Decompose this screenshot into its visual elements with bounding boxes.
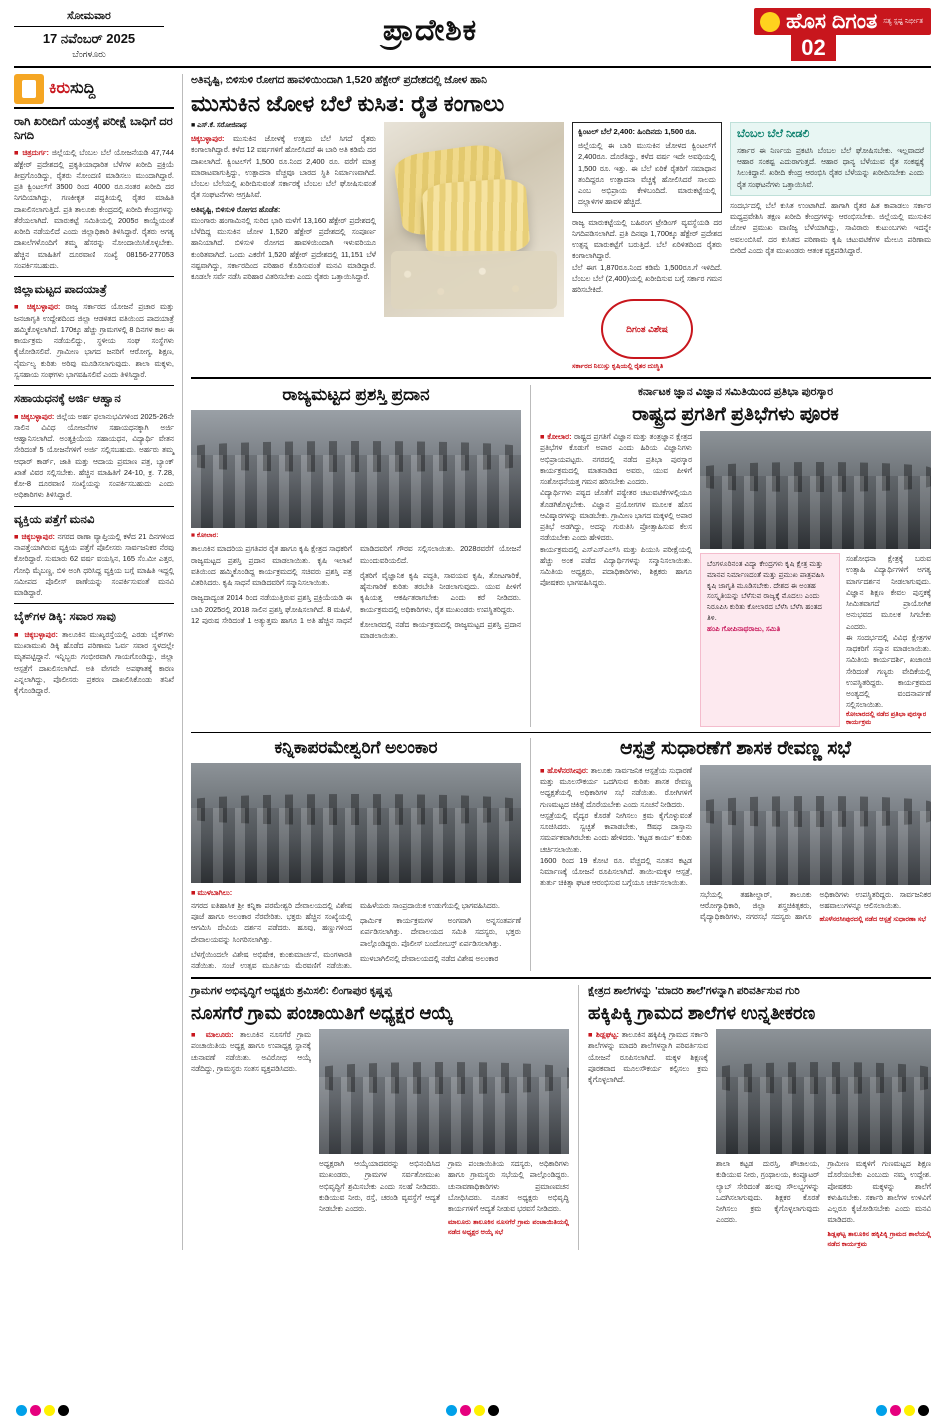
story-schools-headline: ಹಕ್ಕಿಪಿಕ್ಕಿ ಗ್ರಾಮದ ಶಾಲೆಗಳ ಉನ್ನತೀಕರಣ — [588, 1002, 816, 1023]
story-panchayat-text-3: ಗ್ರಾಮ ಪಂಚಾಯಿತಿಯ ಸದಸ್ಯರು, ಅಧಿಕಾರಿಗಳು ಹಾಗೂ ಗ್ರಾಮಸ್ಥರು ಸಭೆಯಲ್ಲಿ ಪಾಲ್ಗೊಂಡಿದ್ದರು. ಚುನಾವಣಾಧಿಕಾರಿಗಳು ಪ್ರಮಾಣವಚನ ಬೋಧಿಸಿದರು. ನೂತನ ಅಧ್ಯಕ್ಷರು ಅಭಿವೃದ್ಧಿ ಕಾರ್ಯಗಳಿಗೆ ಆದ್ಯತೆ ನೀಡುವ ಭರವಸೆ ನೀಡಿದರು. — [448, 1159, 569, 1214]
kirusuddi-item-3-lead: ಚಿಕ್ಕಬಳ್ಳಾಪುರ: — [21, 531, 55, 541]
people-row-illustration — [700, 811, 931, 885]
story-hospital-text-1: ತಾಲೂಕು ಸಾರ್ವಜನಿಕ ಆಸ್ಪತ್ರೆಯ ಸುಧಾರಣೆ ಮತ್ತು ಮೂಲಸೌಕರ್ಯ ಒದಗಿಸುವ ಕುರಿತು ಶಾಸಕ ರೇವಣ್ಣ ಅಧ್ಯಕ್ಷತೆಯಲ್ಲಿ ಅಧಿಕಾರಿಗಳ ಸಭೆ ನಡೆಯಿತು. ರೋಗಿಗಳಿಗೆ ಗುಣಮಟ್ಟದ ಚಿಕಿತ್ಸೆ ದೊರೆಯಬೇಕು ಎಂದು ಸೂಚನೆ ನೀಡಿದರು. — [540, 765, 692, 809]
story-science-text-2: ವಿದ್ಯಾರ್ಥಿಗಳು ಪಠ್ಯದ ಜೊತೆಗೆ ಪಠ್ಯೇತರ ಚಟುವಟಿಕೆಗಳಲ್ಲಿಯೂ ತೊಡಗಿಕೊಳ್ಳಬೇಕು. ವಿಜ್ಞಾನ ಪ್ರಯೋಗಗಳ ಮೂಲಕ ಹೊಸ ಆವಿಷ್ಕಾರಗಳನ್ನು ಮಾಡಬೇಕು. ಗ್ರಾಮೀಣ ಭಾಗದ ಮಕ್ಕಳಲ್ಲಿ ಅಪಾರ ಪ್ರತಿಭೆ ಅಡಗಿದ್ದು, ಅದನ್ನು ಗುರುತಿಸಿ ಪ್ರೋತ್ಸಾಹಿಸುವ ಕೆಲಸ ನಡೆಯಬೇಕು ಎಂದು ಹೇಳಿದರು. — [540, 488, 692, 543]
bullet-icon: ■ — [14, 531, 19, 541]
kirusuddi-title — [49, 80, 95, 98]
color-dot-magenta — [460, 1405, 471, 1416]
story-science — [530, 385, 931, 726]
story-panchayat-col2 — [319, 1029, 569, 1238]
lead-story-col1 — [191, 122, 376, 371]
lead-story-subhead: ಅತಿವೃಷ್ಟಿ, ಬಿಳಿಸುಳಿ ರೋಗದ ಹೊಡೆತ: — [191, 204, 281, 214]
story-science-quote-text: ಬೆಂಗಳೂರಿನಂತ ವಿದ್ಯಾ ಕೇಂದ್ರಗಳು ಕೃಷಿ ಕ್ಷೇತ್ರ ಮತ್ತು ಮಾನವ ನಿರ್ಮಾಣದಂತೆ ಮತ್ತು ಪ್ರಮುಖ ಪಾತ್ರವಹಿಸಿ ಕೃಷಿ ಜಾಗೃತಿ ಮೂಡಿಸಬೇಕು. ದೇಶದ ಈ ಅಂತಹ ಸಂಸ್ಕೃತಿಯನ್ನು ಬೆಳೆಸುವ ರಾಜ್ಯಕ್ಕೆ ಮೊದಲು ಎಂದು ನಿರೂಪಿಸಿ ಕುರಿತು ಕೋಲಾರದ ಬೆಳೆಸಿ ಬೆಳೆಸಿ ಹಂತದ ತಿಳಿ. — [707, 559, 825, 623]
story-award-text-1: ತಾಲೂಕಿನ ಮಾದರಿಯ ಪ್ರಗತಿಪರ ರೈತ ಹಾಗೂ ಕೃಷಿ ಕ್ಷೇತ್ರದ ಸಾಧಕರಿಗೆ ರಾಜ್ಯಮಟ್ಟದ ಪ್ರಶಸ್ತಿ ಪ್ರದಾನ ಮಾಡಲಾಯಿತು. ಕೃಷಿ ಇಲಾಖೆ ವತಿಯಿಂದ ಹಮ್ಮಿಕೊಂಡಿದ್ದ ಕಾರ್ಯಕ್ರಮದಲ್ಲಿ ಸಚಿವರು ಪ್ರಶಸ್ತಿ ಪತ್ರ ವಿತರಿಸಿದರು. ಕೃಷಿ ಸಾಧನೆ ಮಾಡಿದವರಿಗೆ ಸನ್ಮಾನಿಸಲಾಯಿತು. — [191, 544, 352, 588]
lead-story-headline: ಮುಸುಕಿನ ಜೋಳ ಬೆಲೆ ಕುಸಿತ: ರೈತ ಕಂಗಾಲು — [191, 91, 505, 117]
story-science-col3 — [846, 553, 931, 727]
main-content — [182, 74, 931, 1250]
story-panchayat-text-2: ಅಧ್ಯಕ್ಷರಾಗಿ ಆಯ್ಕೆಯಾದವರನ್ನು ಅಭಿನಂದಿಸಿದ ಮುಖಂಡರು, ಗ್ರಾಮಗಳ ಸರ್ವತೋಮುಖ ಅಭಿವೃದ್ಧಿಗೆ ಶ್ರಮಿಸಬೇಕು ಎಂದು ಸಲಹೆ ನೀಡಿದರು. ಕುಡಿಯುವ ನೀರು, ರಸ್ತೆ, ಚರಂಡಿ ವ್ಯವಸ್ಥೆಗೆ ಆದ್ಯತೆ ನೀಡಬೇಕು ಎಂದರು. — [319, 1159, 440, 1214]
corn-illustration-b — [421, 177, 530, 258]
kirusuddi-item-4-body — [14, 629, 174, 697]
lead-story-text-2: ಮುಂಗಾರು ಹಂಗಾಮಿನಲ್ಲಿ ಸುರಿದ ಭಾರಿ ಮಳೆಗೆ 13,160 ಹೆಕ್ಟೇರ್ ಪ್ರದೇಶದಲ್ಲಿ ಬೆಳೆದಿದ್ದ ಮುಸುಕಿನ ಜೋಳ 1,520 ಹೆಕ್ಟೇರ್ ಪ್ರದೇಶದಲ್ಲಿ ಸಂಪೂರ್ಣ ಹಾನಿಯಾಗಿದೆ. ಬಿಳಿಸುಳಿ ರೋಗದ ಹಾವಳಿಯಿಂದಾಗಿ ಇಳುವರಿಯೂ ಕುಂಠಿತವಾಗಿದೆ. ಒಂದು ಎಕರೆಗೆ 1,520 ಹೆಕ್ಟೇರ್ ಪ್ರದೇಶದಲ್ಲಿ 11,151 ಬೆಳೆ ನಷ್ಟವಾಗಿದ್ದು, ಸರ್ಕಾರದಿಂದ ಪರಿಹಾರ ಕೊಡಿಸುವಂತೆ ಮನವಿ ಮಾಡಿದ್ದಾರೆ. ಕೂಡಲೇ ಸರ್ವೆ ನಡೆಸಿ ಪರಿಹಾರ ವಿತರಿಸಬೇಕು ಎಂದು ರೈತರು ಒತ್ತಾಯಿಸಿದ್ದಾರೆ. — [191, 215, 376, 282]
lead-story-text-1: ಮುಸುಕಿನ ಜೋಳಕ್ಕೆ ಉತ್ತಮ ಬೆಲೆ ಸಿಗದೆ ರೈತರು ಕಂಗಾಲಾಗಿದ್ದಾರೆ. ಕಳೆದ 12 ವರ್ಷಗಳಿಗೆ ಹೋಲಿಸಿದರೆ ಈ ಬಾರಿ ಅತಿ ಕಡಿಮೆ ದರ ದಾಖಲಾಗಿದೆ. ಕ್ವಿಂಟಲ್‌ಗೆ 1,500 ರೂ.ನಿಂದ 2,400 ರೂ. ವರೆಗೆ ಮಾತ್ರ ಮಾರಾಟವಾಗುತ್ತಿದ್ದು, ಉತ್ಪಾದನಾ ವೆಚ್ಚವೂ ಬಾರದ ಸ್ಥಿತಿ ನಿರ್ಮಾಣವಾಗಿದೆ. ಬೆಂಬಲ ಬೆಲೆಯಲ್ಲಿ ಖರೀದಿಸುವಂತೆ ಸರ್ಕಾರಕ್ಕೆ ಬೆಂಬಲ ಬೆಲೆ ಘೋಷಿಸುವಂತೆ ರೈತ ಸಂಘಟನೆಗಳು ಆಗ್ರಹಿಸಿವೆ. — [191, 134, 376, 200]
support-price-text: ಸರ್ಕಾರ ಈ ನಿರ್ಣಯ ಪ್ರಕಟಿಸಿ ಬೆಂಬಲ ಬೆಲೆ ಘೋಷಿಸಬೇಕು. ಇಲ್ಲವಾದರೆ ಆಹಾರ ಸಂಕಷ್ಟ ಎದುರಾಗುತ್ತದೆ. ಆಹಾರ ಧಾನ್ಯ ಬೆಳೆಯುವ ರೈತ ಸಂಕಷ್ಟಕ್ಕೆ ಸಿಲುಕಿದ್ದಾನೆ. ಖರೀದಿ ಕೇಂದ್ರ ಆರಂಭಿಸಿ ರೈತರ ಬೆಳೆಯನ್ನು ಖರೀದಿಸಬೇಕು ಎಂದು ರೈತ ಸಂಘಟನೆಗಳು ಒತ್ತಾಯಿಸಿವೆ. — [737, 145, 924, 189]
story-science-col1 — [540, 431, 692, 727]
color-dot-black — [488, 1405, 499, 1416]
story-schools-photo-caption: ಶಿಡ್ಲಘಟ್ಟ ತಾಲೂಕಿನ ಹಕ್ಕಿಪಿಕ್ಕಿ ಗ್ರಾಮದ ಶಾಲೆಯಲ್ಲಿ ನಡೆದ ಕಾರ್ಯಕ್ರಮ — [827, 1230, 931, 1248]
story-schools — [578, 985, 931, 1249]
lead-story-text-3: ರಾಜ್ಯ ಮಾರುಕಟ್ಟೆಯಲ್ಲಿ ಬಹಿರಂಗ ಟ್ರೇಡಿಂಗ್ ವ್ಯವಸ್ಥೆಯಡಿ ದರ ನಿಗದಿಪಡಿಸಲಾಗಿದೆ. ಪ್ರತಿ ದಿನವೂ 1,700ಕ್ಕೂ ಹೆಕ್ಟೇರ್ ಪ್ರದೇಶದ ಉತ್ಪನ್ನ ಮಾರುಕಟ್ಟೆಗೆ ಬರುತ್ತಿದೆ. ಬೆಲೆ ಏರಿಳಿತದಿಂದ ರೈತರು ಕಂಗಾಲಾಗಿದ್ದಾರೆ. — [572, 217, 722, 261]
sun-icon — [760, 12, 780, 32]
story-hospital-text-4: ಸಭೆಯಲ್ಲಿ ತಹಶೀಲ್ದಾರ್, ತಾಲೂಕು ಆರೋಗ್ಯಾಧಿಕಾರಿ, ಜಿಲ್ಲಾ ಶಸ್ತ್ರಚಿಕಿತ್ಸಕರು, ವೈದ್ಯಾಧಿಕಾರಿಗಳು, ನಗರಸಭೆ ಸದಸ್ಯರು ಹಾಗೂ ಅಧಿಕಾರಿಗಳು ಉಪಸ್ಥಿತರಿದ್ದರು. ಸಾರ್ವಜನಿಕರ ಅಹವಾಲುಗಳನ್ನೂ ಆಲಿಸಲಾಯಿತು. — [700, 889, 931, 922]
story-science-text-1: ರಾಷ್ಟ್ರದ ಪ್ರಗತಿಗೆ ವಿಜ್ಞಾನ ಮತ್ತು ತಂತ್ರಜ್ಞಾನ ಕ್ಷೇತ್ರದ ಪ್ರತಿಭೆಗಳ ಕೊಡುಗೆ ಅಪಾರ ಎಂದು ಹಿರಿಯ ವಿಜ್ಞಾನಿಗಳು ಅಭಿಪ್ರಾಯಪಟ್ಟರು. ನಗರದಲ್ಲಿ ನಡೆದ ಪ್ರತಿಭಾ ಪುರಸ್ಕಾರ ಕಾರ್ಯಕ್ರಮದಲ್ಲಿ ಮಾತನಾಡಿದ ಅವರು, ಯುವ ಪೀಳಿಗೆ ಸಂಶೋಧನೆಯತ್ತ ಗಮನ ಹರಿಸಬೇಕು ಎಂದರು. — [540, 432, 692, 487]
bottom-band — [191, 985, 931, 1249]
masthead-date-block — [14, 8, 164, 62]
section-title: ಪ್ರಾದೇಶಿಕ — [382, 14, 478, 47]
kirusuddi-item-0-text: ಜಿಲ್ಲೆಯಲ್ಲಿ ಬೆಂಬಲ ಬೆಲೆ ಯೋಜನೆಯಡಿ 47,744 ಹೆಕ್ಟೇರ್ ಪ್ರದೇಶದಲ್ಲಿ ಪ್ರಕೃತಿಯಾಧಾರಿತ ಬೆಳೆಗಳ ಖರೀದಿ ಪ್ರಕ್ರಿಯೆ ತೀವ್ರಗೊಂಡಿದ್ದು, ರೈತರು ನೋಂದಣಿ ಮಾಡಿಸಲು ಮುಂದಾಗಿದ್ದಾರೆ. ಪ್ರತಿ ಕ್ವಿಂಟಲ್‌ಗೆ 3500 ರಿಂದ 4000 ರೂ.ನಂತರ ಖರೀದಿ ದರ ನಿಗದಿಯಾಗಿದ್ದು, ಗಣಕೀಕೃತ ಪದ್ಧತಿಯಲ್ಲಿ ರೈತರ ಮಾಹಿತಿ ದಾಖಲಿಸಲಾಗುತ್ತಿದೆ. ಪ್ರತಿ ತಾಲೂಕು ಕೇಂದ್ರದಲ್ಲಿ ಖರೀದಿ ಕೇಂದ್ರಗಳನ್ನು ತೆರೆಯಲಾಗಿದೆ. ಮಾರುಕಟ್ಟೆ ಸಮಿತಿಯಲ್ಲಿ 2005ರ ಕಾಯ್ದೆಯಂತೆ ಖರೀದಿ ನಡೆಯಲಿದೆ ಎಂದು ಜಿಲ್ಲಾಧಿಕಾರಿ ತಿಳಿಸಿದ್ದಾರೆ. ರೈತರು ಅಗತ್ಯ ದಾಖಲೆಗಳೊಂದಿಗೆ ತಮ್ಮ ಹೆಸರನ್ನು ನೋಂದಾಯಿಸಿಕೊಳ್ಳಬೇಕು. ಹೆಚ್ಚಿನ ಮಾಹಿತಿಗೆ ದೂರವಾಣಿ ಸಂಖ್ಯೆ 08156-277053 ಸಂಪರ್ಕಿಸಬಹುದು. — [14, 148, 175, 270]
color-dot-cyan — [446, 1405, 457, 1416]
kirusuddi-item-2-text: ಜಿಲ್ಲೆಯ ಅರ್ಹ ಫಲಾನುಭವಿಗಳಿಂದ 2025-26ನೇ ಸಾಲಿನ ವಿವಿಧ ಯೋಜನೆಗಳ ಸಹಾಯಧನಕ್ಕಾಗಿ ಅರ್ಜಿ ಆಹ್ವಾನಿಸಲಾಗಿದೆ. ಅಂತ್ಯಕ್ರಿಯೆಯ ಸಹಾಯಧನ, ವಿದ್ಯಾರ್ಥಿ ವೇತನ ಸೇರಿದಂತೆ 5 ಯೋಜನೆಗಳಿಗೆ ಅರ್ಜಿ ಸಲ್ಲಿಸಬಹುದು. ಅರ್ಹರು ತಮ್ಮ ಆಧಾರ್ ಕಾರ್ಡ್, ಜಾತಿ ಮತ್ತು ಆದಾಯ ಪ್ರಮಾಣ ಪತ್ರ, ಬ್ಯಾಂಕ್ ಖಾತೆ ವಿವರ ಸಲ್ಲಿಸಬೇಕು. ಹೆಚ್ಚಿನ ಮಾಹಿತಿಗೆ 24-10, ಕ್ರ. 7.28, ಕೋ-8 ದೂರವಾಣಿ ಸಂಖ್ಯೆಯನ್ನು ಸಂಪರ್ಕಿಸಬಹುದು ಎಂದು ಅಧಿಕಾರಿಗಳು ತಿಳಿಸಿದ್ದಾರೆ. — [14, 411, 174, 500]
story-hospital-text-2: ಆಸ್ಪತ್ರೆಯಲ್ಲಿ ವೈದ್ಯರ ಕೊರತೆ ನೀಗಿಸಲು ಕ್ರಮ ಕೈಗೊಳ್ಳುವಂತೆ ಸೂಚಿಸಿದರು. ಸ್ವಚ್ಛತೆ ಕಾಪಾಡಬೇಕು, ಔಷಧ ದಾಸ್ತಾನು ಸಮರ್ಪಕವಾಗಿರಬೇಕು ಎಂದು ಹೇಳಿದರು. 'ಕಟ್ಟಡ ಕಾರ್ಯ' ಕುರಿತು ಚರ್ಚಿಸಲಾಯಿತು. — [540, 810, 692, 854]
story-science-text-3: ಕಾರ್ಯಕ್ರಮದಲ್ಲಿ ಎಸ್ಎಸ್ಎಲ್‌ಸಿ ಮತ್ತು ಪಿಯುಸಿ ಪರೀಕ್ಷೆಯಲ್ಲಿ ಹೆಚ್ಚು ಅಂಕ ಪಡೆದ ವಿದ್ಯಾರ್ಥಿಗಳನ್ನು ಸನ್ಮಾನಿಸಲಾಯಿತು. ಸಮಿತಿಯ ಅಧ್ಯಕ್ಷರು, ಪದಾಧಿಕಾರಿಗಳು, ಶಿಕ್ಷಕರು ಹಾಗೂ ಪೋಷಕರು ಭಾಗವಹಿಸಿದ್ದರು. — [540, 544, 692, 588]
people-row-illustration — [319, 1077, 569, 1155]
story-temple-lead: ■ ಮುಳಬಾಗಿಲು: — [191, 887, 233, 897]
story-schools-col1 — [588, 1029, 708, 1250]
story-panchayat-kicker: ಗ್ರಾಮಗಳ ಅಭಿವೃದ್ಧಿಗೆ ಅಧ್ಯಕ್ಷರು ಶ್ರಮಿಸಲಿ: ಲಿಂಗಾಪುರ ಕೃಷ್ಣಪ್ಪ — [191, 985, 392, 998]
kirusuddi-item-1-lead: ಚಿಕ್ಕಬಳ್ಳಾಪುರ: — [26, 302, 61, 312]
kirusuddi-item-2-heading: ಸಹಾಯಧನಕ್ಕೆ ಅರ್ಜಿ ಆಹ್ವಾನ — [14, 393, 121, 406]
lead-story-dateline: ಚಿಕ್ಕಬಳ್ಳಾಪುರ: — [191, 134, 225, 144]
story-hospital-photo-caption: ಹೊಳೆನರಸೀಪುರದಲ್ಲಿ ನಡೆದ ಆಸ್ಪತ್ರೆ ಸುಧಾರಣಾ ಸಭೆ — [819, 916, 926, 924]
lead-story-text-4: ಬೆಲೆ ಈಗ 1,870ರೂ.ನಿಂದ ಕಡಿಮೆ 1,500ರೂ.ಗೆ ಇಳಿದಿದೆ. ಬೆಂಬಲ ಬೆಲೆ (2,400)ಯಲ್ಲಿ ಖರೀದಿಸುವ ಬಗ್ಗೆ ಸರ್ಕಾರ ಗಮನ ಹರಿಸಬೇಕಿದೆ. — [572, 262, 722, 295]
color-dot-yellow — [474, 1405, 485, 1416]
lead-story-photo — [384, 122, 564, 317]
story-hospital-headline: ಆಸ್ಪತ್ರೆ ಸುಧಾರಣೆಗೆ ಶಾಸಕ ರೇವಣ್ಣ ಸಭೆ — [619, 737, 852, 759]
masthead-city: ಬೆಂಗಳೂರು — [72, 49, 106, 59]
bullet-icon: ■ — [14, 411, 19, 421]
kirusuddi-item-0-heading: ರಾಗಿ ಖರೀದಿಗೆ ಯಂತ್ರಕ್ಕೆ ಪರೀಕ್ಷೆ ಬಾಧಿಗೆ ದರ ನಿಗದಿ — [14, 115, 173, 142]
people-row-illustration — [700, 476, 931, 549]
story-science-col2 — [700, 431, 931, 727]
bullet-icon: ■ — [14, 629, 21, 639]
story-hospital-lead: ■ ಹೊಳೆನರಸೀಪುರ: — [540, 765, 589, 775]
color-dot-black — [58, 1405, 69, 1416]
story-panchayat-text-1: ತಾಲೂಕಿನ ನೂಸಗೆರೆ ಗ್ರಾಮ ಪಂಚಾಯಿತಿಯ ಅಧ್ಯಕ್ಷ ಹಾಗೂ ಉಪಾಧ್ಯಕ್ಷ ಸ್ಥಾನಕ್ಕೆ ಚುನಾವಣೆ ನಡೆಯಿತು. ಅವಿರೋಧ ಆಯ್ಕೆ ನಡೆದಿದ್ದು, ಗ್ರಾಮಸ್ಥರು ಸಂತಸ ವ್ಯಕ್ತಪಡಿಸಿದರು. — [191, 1030, 311, 1073]
divider — [191, 977, 931, 979]
color-dot-black — [918, 1405, 929, 1416]
story-science-quote-box — [700, 553, 840, 727]
story-science-photo — [700, 431, 931, 549]
kirusuddi-item-3-heading: ವ್ಯಕ್ತಿಯ ಪತ್ತೆಗೆ ಮನವಿ — [14, 513, 95, 526]
story-science-kicker: ಕರ್ನಾಟಕ ಜ್ಞಾನ ವಿಜ್ಞಾನ ಸಮಿತಿಯಿಂದ ಪ್ರತಿಭಾ ಪುರಸ್ಕಾರ — [637, 386, 834, 399]
masthead-day: ಸೋಮವಾರ — [14, 8, 164, 27]
divider — [191, 732, 931, 733]
price-box-heading: ಕ್ವಿಂಟಲ್ ಬೆಲೆ 2,400: ಹಿಂದಿನದು 1,500 ರೂ. — [578, 127, 697, 137]
story-panchayat-lead: ■ ಮಾಲೂರು: — [191, 1030, 234, 1040]
brand-name: ಹೊಸ ದಿಗಂತ — [786, 10, 878, 33]
kirusuddi-item-1-body — [14, 301, 174, 380]
kirusuddi-item-4-text: ತಾಲೂಕಿನ ಮುಖ್ಯರಸ್ತೆಯಲ್ಲಿ ಎರಡು ಬೈಕ್‌ಗಳು ಮುಖಾಮುಖಿ ಡಿಕ್ಕಿ ಹೊಡೆದ ಪರಿಣಾಮ ಓರ್ವ ಸವಾರ ಸ್ಥಳದಲ್ಲೇ ಮೃತಪಟ್ಟಿದ್ದಾನೆ. ಇನ್ನಿಬ್ಬರು ಗಂಭೀರವಾಗಿ ಗಾಯಗೊಂಡಿದ್ದು, ಜಿಲ್ಲಾ ಆಸ್ಪತ್ರೆಗೆ ದಾಖಲಿಸಲಾಗಿದೆ. ಅತಿ ವೇಗವೇ ಅಪಘಾತಕ್ಕೆ ಕಾರಣ ಎನ್ನಲಾಗಿದ್ದು, ಪೊಲೀಸರು ಪ್ರಕರಣ ದಾಖಲಿಸಿಕೊಂಡು ತನಿಖೆ ಕೈಗೊಂಡಿದ್ದಾರೆ. — [14, 629, 174, 695]
color-bars-center — [446, 1405, 499, 1416]
divider — [14, 603, 174, 604]
lead-story — [191, 74, 931, 372]
story-hospital — [530, 738, 931, 972]
kirusuddi-header — [14, 74, 174, 109]
story-panchayat — [191, 985, 569, 1249]
story-panchayat-col1 — [191, 1029, 311, 1238]
middle-band — [191, 385, 931, 726]
lead-story-photo-caption: ಸರ್ಕಾರದ ನಿಲುಸ್ತು ಕೃಷಿಯಲ್ಲಿ ರೈತರ ದುಃಸ್ಥಿತಿ — [572, 363, 664, 371]
story-schools-text-3: ಗ್ರಾಮೀಣ ಮಕ್ಕಳಿಗೆ ಗುಣಮಟ್ಟದ ಶಿಕ್ಷಣ ದೊರೆಯಬೇಕು ಎಂಬುದು ನಮ್ಮ ಉದ್ದೇಶ. ಪೋಷಕರು ಮಕ್ಕಳನ್ನು ಶಾಲೆಗೆ ಕಳುಹಿಸಬೇಕು. ಸರ್ಕಾರಿ ಶಾಲೆಗಳ ಉಳಿವಿಗೆ ಎಲ್ಲರೂ ಕೈಜೋಡಿಸಬೇಕು ಎಂದು ಮನವಿ ಮಾಡಿದರು. — [827, 1159, 931, 1225]
story-schools-kicker: ಕ್ಷೇತ್ರದ ಶಾಲೆಗಳನ್ನು 'ಮಾದರಿ ಶಾಲೆ'ಗಳನ್ನಾಗಿ ಪರಿವರ್ತಿಸುವ ಗುರಿ — [588, 985, 800, 998]
seal-text: ದಿಗಂತ ವಿಶೇಷ — [626, 323, 668, 334]
color-dot-cyan — [16, 1405, 27, 1416]
story-schools-photo — [716, 1029, 931, 1154]
story-award-photo — [191, 410, 521, 528]
kirusuddi-title-b: ಸುದ್ದಿ — [70, 79, 96, 97]
kirusuddi-item-2-lead: ಚಿಕ್ಕಬಳ್ಳಾಪುರ: — [20, 411, 55, 421]
story-panchayat-body — [319, 1158, 569, 1238]
story-science-lead: ■ ಕೋಲಾರ: — [540, 432, 572, 442]
story-temple-text-1: ನಗರದ ಐತಿಹಾಸಿಕ ಶ್ರೀ ಕನ್ನಿಕಾ ಪರಮೇಶ್ವರಿ ದೇವಾಲಯದಲ್ಲಿ ವಿಶೇಷ ಪೂಜೆ ಹಾಗೂ ಅಲಂಕಾರ ನೆರವೇರಿತು. ಭಕ್ತರು ಹೆಚ್ಚಿನ ಸಂಖ್ಯೆಯಲ್ಲಿ ಆಗಮಿಸಿ ದೇವಿಯ ದರ್ಶನ ಪಡೆದರು. ಹೂವು, ಹಣ್ಣುಗಳಿಂದ ದೇವಾಲಯವನ್ನು ಸಿಂಗರಿಸಲಾಗಿತ್ತು. — [191, 900, 352, 944]
people-row-illustration — [191, 808, 521, 882]
divider — [14, 385, 174, 386]
color-registration-bars — [0, 1405, 945, 1416]
support-price-box — [730, 122, 931, 196]
page-number-wrap — [696, 34, 931, 61]
kirusuddi-item-2-body — [14, 411, 174, 501]
people-row-illustration — [191, 455, 521, 528]
kirusuddi-item-4-lead: ಚಿಕ್ಕಬಳ್ಳಾಪುರ: — [24, 629, 58, 639]
story-award-body — [191, 543, 521, 641]
kirusuddi-item-4-heading: ಬೈಕ್‌ಗಳ ಡಿಕ್ಕಿ: ಸವಾರ ಸಾವು — [14, 611, 116, 624]
masthead — [14, 8, 931, 68]
masthead-section — [164, 8, 696, 48]
color-dot-magenta — [30, 1405, 41, 1416]
story-award — [191, 385, 521, 726]
story-schools-lead: ■ ಶಿಡ್ಲಘಟ್ಟ: — [588, 1030, 619, 1040]
bullet-icon: ■ — [14, 302, 22, 312]
color-dot-cyan — [876, 1405, 887, 1416]
page-number: 02 — [791, 35, 835, 61]
page-body — [14, 74, 931, 1250]
story-hospital-text-3: 1600 ರಿಂದ 19 ಕೋಟಿ ರೂ. ವೆಚ್ಚದಲ್ಲಿ ನೂತನ ಕಟ್ಟಡ ನಿರ್ಮಾಣಕ್ಕೆ ಯೋಜನೆ ರೂಪಿಸಲಾಗಿದೆ. ತಾಯಿ-ಮಕ್ಕಳ ಆಸ್ಪತ್ರೆ, ತುರ್ತು ಚಿಕಿತ್ಸಾ ಘಟಕ ಆರಂಭಿಸುವ ಬಗ್ಗೆಯೂ ಚರ್ಚಿಸಲಾಯಿತು. — [540, 855, 692, 888]
story-award-headline: ರಾಜ್ಯಮಟ್ಟದ ಪ್ರಶಸ್ತಿ ಪ್ರದಾನ — [282, 385, 430, 405]
story-science-text-4: ಸಂಶೋಧನಾ ಕ್ಷೇತ್ರಕ್ಕೆ ಬರುವ ಉತ್ಸಾಹಿ ವಿದ್ಯಾರ್ಥಿಗಳಿಗೆ ಅಗತ್ಯ ಮಾರ್ಗದರ್ಶನ ನೀಡಲಾಗುವುದು. ವಿಜ್ಞಾನ ಶಿಕ್ಷಣ ಕೇವಲ ಪುಸ್ತಕಕ್ಕೆ ಸೀಮಿತವಾಗದೆ ಪ್ರಾಯೋಗಿಕ ಅನುಭವದ ಮೂಲಕ ಸಿಗಬೇಕು ಎಂದರು. — [846, 554, 931, 631]
people-row-illustration — [716, 1077, 931, 1155]
color-bars-left — [16, 1405, 69, 1416]
color-bars-right — [876, 1405, 929, 1416]
story-schools-body — [716, 1158, 931, 1250]
story-panchayat-photo — [319, 1029, 569, 1154]
kirusuddi-item-0-lead: ಚಿತ್ರದುರ್ಗ: — [22, 148, 49, 158]
story-award-lead: ■ ಕೋಲಾರ: — [191, 532, 219, 540]
kirusuddi-column — [14, 74, 174, 1250]
digant-vishesha-seal — [601, 299, 693, 359]
lead-story-text-5: ಸಂದರ್ಭದಲ್ಲಿ ಬೆಲೆ ಕುಸಿತ ಉಂಟಾಗಿದೆ. ಹಾಗಾಗಿ ರೈತರ ಹಿತ ಕಾಪಾಡಲು ಸರ್ಕಾರ ಮಧ್ಯಪ್ರವೇಶಿಸಿ ತಕ್ಷಣ ಖರೀದಿ ಕೇಂದ್ರಗಳನ್ನು ಆರಂಭಿಸಬೇಕು. ಜಿಲ್ಲೆಯಲ್ಲಿ ಮುಸುಕಿನ ಜೋಳ ಪ್ರಮುಖ ವಾಣಿಜ್ಯ ಬೆಳೆಯಾಗಿದ್ದು, ಸಾವಿರಾರು ಕುಟುಂಬಗಳು ಇದನ್ನೇ ಅವಲಂಬಿಸಿವೆ. ದರ ಕುಸಿತದ ಪರಿಣಾಮ ಕೃಷಿ ಚಟುವಟಿಕೆಗಳ ಮೇಲೂ ಪರಿಣಾಮ ಬೀರಿದೆ ಎಂದು ರೈತ ಮುಖಂಡರು ಆತಂಕ ವ್ಯಕ್ತಪಡಿಸಿದ್ದಾರೆ. — [730, 200, 931, 255]
story-award-text-3: ರೈತರಿಗೆ ವೈಜ್ಞಾನಿಕ ಕೃಷಿ ಪದ್ಧತಿ, ಸಾವಯವ ಕೃಷಿ, ತೋಟಗಾರಿಕೆ, ಹೈನುಗಾರಿಕೆ ಕುರಿತು ತರಬೇತಿ ನೀಡಲಾಗುವುದು. ಯುವ ಪೀಳಿಗೆ ಕೃಷಿಯತ್ತ ಆಕರ್ಷಿತರಾಗಬೇಕು ಎಂದು ಕರೆ ನೀಡಿದರು. ಕಾರ್ಯಕ್ರಮದಲ್ಲಿ ಅಧಿಕಾರಿಗಳು, ರೈತ ಮುಖಂಡರು ಉಪಸ್ಥಿತರಿದ್ದರು. — [360, 570, 521, 614]
brand-logo — [754, 8, 931, 35]
bullet-icon: ■ — [14, 148, 20, 158]
story-temple-headline: ಕನ್ನಿಕಾಪರಮೇಶ್ವರಿಗೆ ಅಲಂಕಾರ — [274, 737, 438, 757]
story-science-photo-caption: ಕೋಲಾರದಲ್ಲಿ ನಡೆದ ಪ್ರತಿಭಾ ಪುರಸ್ಕಾರ ಕಾರ್ಯಕ್ರಮ — [846, 710, 927, 726]
story-temple-text-3: ಧಾರ್ಮಿಕ ಕಾರ್ಯಕ್ರಮಗಳ ಅಂಗವಾಗಿ ಅನ್ನಸಂತರ್ಪಣೆ ಏರ್ಪಡಿಸಲಾಗಿತ್ತು. ದೇವಾಲಯದ ಸಮಿತಿ ಸದಸ್ಯರು, ಭಕ್ತರು ಪಾಲ್ಗೊಂಡಿದ್ದರು. ಪೊಲೀಸ್ ಬಂದೋಬಸ್ತ್ ಏರ್ಪಡಿಸಲಾಗಿತ್ತು. — [360, 916, 521, 948]
story-schools-text-1: ತಾಲೂಕಿನ ಹಕ್ಕಿಪಿಕ್ಕಿ ಗ್ರಾಮದ ಸರ್ಕಾರಿ ಶಾಲೆಗಳನ್ನು ಮಾದರಿ ಶಾಲೆಗಳನ್ನಾಗಿ ಪರಿವರ್ತಿಸುವ ಯೋಜನೆ ರೂಪಿಸಲಾಗಿದೆ. ಮಕ್ಕಳ ಶಿಕ್ಷಣಕ್ಕೆ ಪೂರಕವಾದ ಮೂಲಸೌಕರ್ಯ ಕಲ್ಪಿಸಲು ಕ್ರಮ ಕೈಗೊಳ್ಳಲಾಗಿದೆ. — [588, 1030, 708, 1085]
story-hospital-col1 — [540, 765, 692, 926]
story-temple-caption: ಮುಳಬಾಗಿಲಿನಲ್ಲಿ ದೇವಾಲಯದಲ್ಲಿ ನಡೆದ ವಿಶೇಷ ಅಲಂಕಾರ — [360, 953, 499, 963]
lead-story-kicker: ಅತಿವೃಷ್ಟಿ, ಬಿಳಿಸುಳಿ ರೋಗದ ಹಾವಳಿಯಿಂದಾಗಿ 1,520 ಹೆಕ್ಟೇರ್ ಪ್ರದೇಶದಲ್ಲಿ ಜೋಳ ಹಾನಿ — [191, 73, 487, 86]
story-award-photo-caption — [191, 532, 521, 540]
story-hospital-col2 — [700, 765, 931, 926]
lead-story-col4 — [730, 122, 931, 371]
price-box-text-1: ಜಿಲ್ಲೆಯಲ್ಲಿ ಈ ಬಾರಿ ಮುಸುಕಿನ ಜೋಳದ ಕ್ವಿಂಟಲ್‌ಗೆ 2,400ರೂ. ದೊರೆತಿದ್ದು, ಕಳೆದ ವರ್ಷ ಇದೇ ಅವಧಿಯಲ್ಲಿ 1,500 ರೂ. ಇತ್ತು. ಈ ಬೆಲೆ ಏರಿಕೆ ರೈತರಿಗೆ ಸಮಾಧಾನ ತಂದಿದ್ದರೂ ಉತ್ಪಾದನಾ ವೆಚ್ಚಕ್ಕೆ ಹೋಲಿಸಿದರೆ ಸಾಲದು ಎಂಬ ಅಭಿಪ್ರಾಯ ಕೇಳಿಬಂದಿದೆ. ಮಾರುಕಟ್ಟೆಯಲ್ಲಿ ದಲ್ಲಾಳಿಗಳ ಹಾವಳಿ ಹೆಚ್ಚಿದೆ. — [578, 141, 716, 207]
brand-tagline: ಸತ್ಯ ಸ್ಪಷ್ಟ ನಿರ್ಭೀತ — [883, 17, 923, 25]
story-award-text-2: ರಾಜ್ಯದಾದ್ಯಂತ 2014 ರಿಂದ ನಡೆಯುತ್ತಿರುವ ಪ್ರಶಸ್ತಿ ಪ್ರಕ್ರಿಯೆಯಡಿ ಈ ಬಾರಿ 2025ರಲ್ಲಿ 2018 ಸಾಲಿನ ಪ್ರಶಸ್ತಿ ಘೋಷಿಸಲಾಗಿದೆ. 8 ಮಹಿಳೆ, 12 ಪುರುಷ ಸೇರಿದಂತೆ 1 ಅತ್ಯುತ್ತಮ ಹಾಗೂ 1 ಅತಿ ಹೆಚ್ಚಿನ ಸಾಧನೆ ಮಾಡಿದವರಿಗೆ ಗೌರವ ಸಲ್ಲಿಸಲಾಯಿತು. 2028ರವರೆಗೆ ಯೋಜನೆ ಮುಂದುವರಿಯಲಿದೆ. — [191, 544, 521, 625]
story-panchayat-headline: ನೂಸಗೆರೆ ಗ್ರಾಮ ಪಂಚಾಯಿತಿಗೆ ಅಧ್ಯಕ್ಷರ ಆಯ್ಕೆ — [191, 1002, 454, 1023]
lower-band — [191, 738, 931, 972]
price-box — [572, 122, 722, 213]
kirusuddi-item-1-heading: ಜಿಲ್ಲಾಮಟ್ಟದ ಪಾದಯಾತ್ರೆ — [14, 284, 107, 296]
divider — [14, 276, 174, 277]
story-science-quote-attribution: ಹಂಪಿ ಗೋಪಿನಾಥರಾಜು, ಸಮಿತಿ — [707, 623, 781, 633]
color-dot-magenta — [890, 1405, 901, 1416]
lead-story-photo-wrap — [384, 122, 564, 371]
story-schools-text-2: ಶಾಲಾ ಕಟ್ಟಡ ದುರಸ್ತಿ, ಶೌಚಾಲಯ, ಕುಡಿಯುವ ನೀರು, ಗ್ರಂಥಾಲಯ, ಕಂಪ್ಯೂಟರ್ ಲ್ಯಾಬ್ ಸೇರಿದಂತೆ ಹಲವು ಸೌಲಭ್ಯಗಳನ್ನು ಒದಗಿಸಲಾಗುವುದು. ಶಿಕ್ಷಕರ ಕೊರತೆ ನೀಗಿಸಲು ಕ್ರಮ ಕೈಗೊಳ್ಳಲಾಗುವುದು ಎಂದರು. — [716, 1159, 820, 1225]
color-dot-yellow — [44, 1405, 55, 1416]
story-temple-photo — [191, 763, 521, 883]
story-temple-text-2: ಬೆಳಗ್ಗೆಯಿಂದಲೇ ವಿಶೇಷ ಅಭಿಷೇಕ, ಕುಂಕುಮಾರ್ಚನೆ, ಮಂಗಳಾರತಿ ನಡೆಯಿತು. ಸಂಜೆ ಉತ್ಸವ ಮೂರ್ತಿಯ ಮೆರವಣಿಗೆ ನಡೆಯಿತು. ಮಹಿಳೆಯರು ಸಾಂಪ್ರದಾಯಿಕ ಉಡುಗೆಯಲ್ಲಿ ಭಾಗವಹಿಸಿದರು. — [191, 900, 500, 971]
story-hospital-body — [700, 889, 931, 926]
megaphone-icon — [14, 74, 44, 104]
story-schools-col2 — [716, 1029, 931, 1250]
story-award-caption: ಕೋಲಾರದಲ್ಲಿ ನಡೆದ ಕಾರ್ಯಕ್ರಮದಲ್ಲಿ ರಾಜ್ಯಮಟ್ಟದ ಪ್ರಶಸ್ತಿ ಪ್ರದಾನ ಮಾಡಲಾಯಿತು. — [360, 619, 521, 641]
story-panchayat-photo-caption: ಮಾಲೂರು ತಾಲೂಕಿನ ನೂಸಗೆರೆ ಗ್ರಾಮ ಪಂಚಾಯಿತಿಯಲ್ಲಿ ನಡೆದ ಅಧ್ಯಕ್ಷರ ಆಯ್ಕೆ ಸಭೆ — [448, 1219, 569, 1237]
masthead-date: 17 ನವೆಂಬರ್ 2025 — [42, 30, 136, 46]
support-price-heading: ಬೆಂಬಲ ಬೆಲೆ ನೀಡಲಿ — [737, 128, 810, 141]
story-temple-body — [191, 900, 521, 972]
story-science-text-5: ಈ ಸಂದರ್ಭದಲ್ಲಿ ವಿವಿಧ ಕ್ಷೇತ್ರಗಳ ಸಾಧಕರಿಗೆ ಸನ್ಮಾನ ಮಾಡಲಾಯಿತು. ಸಮಿತಿಯ ಕಾರ್ಯದರ್ಶಿ, ಖಜಾಂಚಿ ಸೇರಿದಂತೆ ಗಣ್ಯರು ವೇದಿಕೆಯಲ್ಲಿ ಉಪಸ್ಥಿತರಿದ್ದರು. ಕಾರ್ಯಕ್ರಮದ ಅಂತ್ಯದಲ್ಲಿ ವಂದನಾರ್ಪಣೆ ಸಲ್ಲಿಸಲಾಯಿತು. — [846, 632, 931, 710]
kirusuddi-item-1-text: ರಾಜ್ಯ ಸರ್ಕಾರದ ಯೋಜನೆ ಪ್ರಚಾರ ಮತ್ತು ಜನಜಾಗೃತಿ ಉದ್ದೇಶದಿಂದ ಜಿಲ್ಲಾ ಆಡಳಿತದ ವತಿಯಿಂದ ಪಾದಯಾತ್ರೆ ಹಮ್ಮಿಕೊಳ್ಳಲಾಗಿದೆ. 170ಕ್ಕೂ ಹೆಚ್ಚು ಗ್ರಾಮಗಳಲ್ಲಿ 8 ದಿನಗಳ ಕಾಲ ಈ ಕಾರ್ಯಕ್ರಮ ನಡೆಯಲಿದ್ದು, ಸ್ಥಳೀಯ ಸಂಘ ಸಂಸ್ಥೆಗಳು ಕೈಜೋಡಿಸಲಿವೆ. ಗ್ರಾಮೀಣ ಭಾಗದ ಜನರಿಗೆ ಆರೋಗ್ಯ, ಶಿಕ್ಷಣ, ನೈರ್ಮಲ್ಯ ಕುರಿತು ಅರಿವು ಮೂಡಿಸಲಾಗುವುದು. ಶಾಲಾ ಮಕ್ಕಳು, ಸ್ವಸಹಾಯ ಸಂಘಗಳು ಭಾಗವಹಿಸಲಿವೆ ಎಂದು ತಿಳಿಸಿದ್ದಾರೆ. — [14, 302, 174, 379]
kirusuddi-title-a: ಕಿರು — [49, 79, 71, 97]
story-science-headline: ರಾಷ್ಟ್ರದ ಪ್ರಗತಿಗೆ ಪ್ರತಿಭೆಗಳು ಪೂರಕ — [632, 403, 839, 425]
kirusuddi-item-3-text: ನಗರದ ಠಾಣಾ ವ್ಯಾಪ್ತಿಯಲ್ಲಿ ಕಳೆದ 21 ದಿನಗಳಿಂದ ನಾಪತ್ತೆಯಾಗಿರುವ ವ್ಯಕ್ತಿಯ ಪತ್ತೆಗೆ ಪೊಲೀಸರು ಸಾರ್ವಜನಿಕರ ನೆರವು ಕೋರಿದ್ದಾರೆ. ಸುಮಾರು 62 ವರ್ಷ ವಯಸ್ಸಿನ, 165 ಸೆಂ.ಮೀ ಎತ್ತರ, ಗೋಧಿ ಮೈಬಣ್ಣ, ಬಿಳಿ ಅಂಗಿ ಧರಿಸಿದ್ದ ವ್ಯಕ್ತಿಯ ಬಗ್ಗೆ ಮಾಹಿತಿ ಇದ್ದಲ್ಲಿ ಸಮೀಪದ ಪೊಲೀಸ್ ಠಾಣೆಯನ್ನು ಸಂಪರ್ಕಿಸುವಂತೆ ಮನವಿ ಮಾಡಿದ್ದಾರೆ. — [14, 531, 174, 598]
color-dot-yellow — [904, 1405, 915, 1416]
grain-illustration — [391, 251, 557, 310]
divider — [191, 377, 931, 379]
masthead-brand-block — [696, 8, 931, 61]
lead-story-col3 — [572, 122, 722, 371]
story-temple — [191, 738, 521, 972]
story-hospital-photo — [700, 765, 931, 885]
kirusuddi-item-0-body — [14, 147, 174, 271]
kirusuddi-item-3-body — [14, 531, 174, 599]
divider — [14, 506, 174, 507]
lead-story-byline: ■ ಎಸ್.ಕೆ. ಸರೋಜಿನಾಥ — [191, 122, 247, 130]
